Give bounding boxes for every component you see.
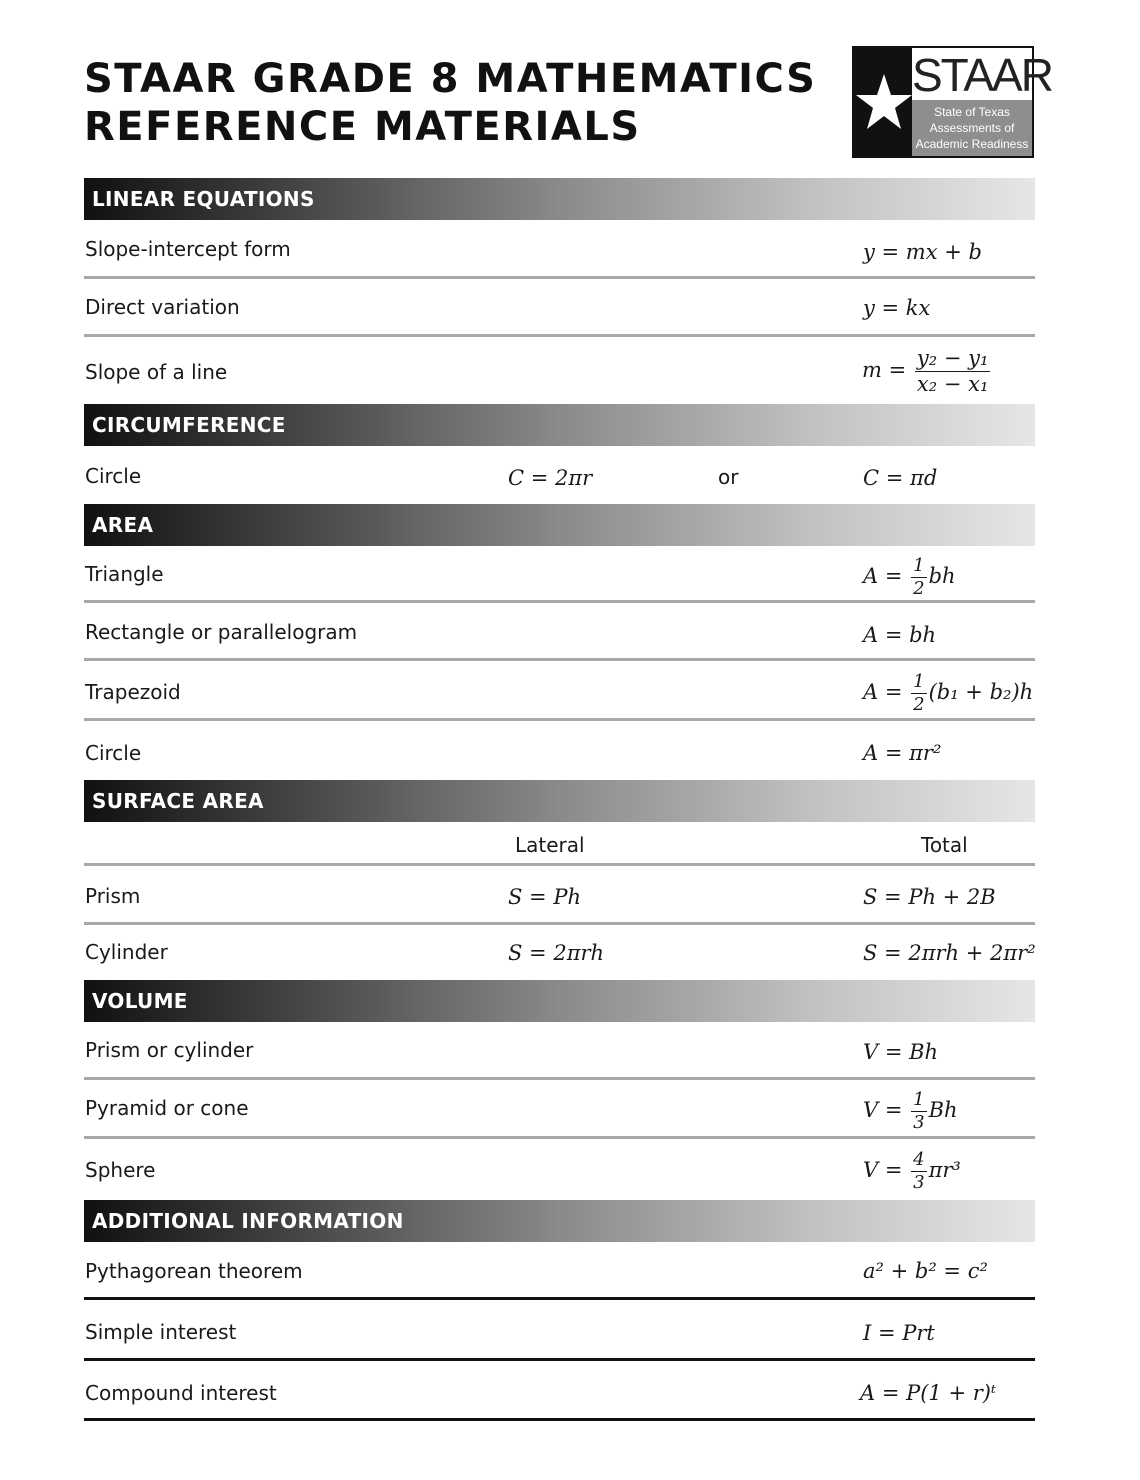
divider (84, 863, 1035, 866)
section-heading: LINEAR EQUATIONS (92, 187, 315, 211)
formula-prism-total: S = Ph + 2B (863, 885, 996, 909)
label-area-circle: Circle (85, 741, 142, 765)
divider (84, 600, 1035, 603)
divider (84, 276, 1035, 279)
label-slope: Slope of a line (85, 360, 228, 384)
label-prism-cylinder: Prism or cylinder (85, 1038, 254, 1062)
or-text: or (718, 465, 739, 489)
page-title: STAAR GRADE 8 MATHEMATICS (84, 56, 817, 102)
divider (84, 658, 1035, 661)
label-pyramid-cone: Pyramid or cone (85, 1096, 249, 1120)
formula-slope: m = $\frac{\text{y₂ − y₁}}{\text{x₂ − x₁}}$ (862, 346, 989, 396)
formula-pyramid-volume: V = $\frac{1}{3}$ Bh (863, 1089, 958, 1133)
label-prism: Prism (85, 884, 141, 908)
label-triangle: Triangle (85, 562, 164, 586)
fraction-four-thirds: $\frac{4}{3}$ (913, 1149, 925, 1193)
section-heading: AREA (92, 513, 154, 537)
section-heading: CIRCUMFERENCE (92, 413, 286, 437)
formula-sphere-volume: V = $\frac{4}{3}$ πr³ (863, 1149, 961, 1193)
formula-rectangle: A = bh (863, 623, 937, 647)
column-total: Total (921, 833, 968, 857)
slope-fraction: $\frac{\text{y₂ − y₁}}{\text{x₂ − x₁}}$ (916, 346, 989, 396)
section-linear-equations (84, 178, 1035, 220)
formula-cylinder-lateral: S = 2πrh (508, 941, 605, 965)
section-additional-information (84, 1200, 1035, 1242)
logo-subtitle: State of Texas Assessments of Academic Readiness (915, 105, 1029, 151)
formula-circumference-diameter: C = πd (863, 466, 938, 490)
label-simple-interest: Simple interest (85, 1320, 237, 1344)
logo-panel (912, 48, 1052, 156)
section-heading: VOLUME (92, 989, 188, 1013)
fraction-third: $\frac{1}{3}$ (913, 1089, 925, 1133)
divider (84, 718, 1035, 721)
divider (84, 922, 1035, 925)
page-subtitle: REFERENCE MATERIALS (84, 104, 641, 150)
divider (84, 1418, 1035, 1421)
section-heading: SURFACE AREA (92, 789, 264, 813)
section-area (84, 504, 1035, 546)
formula-triangle: A = $\frac{1}{2}$ bh (863, 555, 956, 599)
label-slope-intercept: Slope-intercept form (85, 237, 291, 261)
formula-direct-variation: y = kx (863, 296, 931, 320)
star-icon (856, 66, 912, 136)
divider (84, 1136, 1035, 1139)
section-circumference (84, 404, 1035, 446)
label-rectangle: Rectangle or parallelogram (85, 620, 358, 644)
formula-circumference-radius: C = 2πr (508, 466, 593, 490)
divider (84, 334, 1035, 337)
column-lateral: Lateral (515, 833, 585, 857)
fraction-half: $\frac{1}{2}$ (913, 555, 925, 599)
label-trapezoid: Trapezoid (85, 680, 181, 704)
staar-logo (852, 46, 1052, 158)
formula-pythagorean: a² + b² = c² (863, 1259, 988, 1283)
formula-simple-interest: I = Prt (863, 1321, 935, 1345)
label-compound-interest: Compound interest (85, 1381, 277, 1405)
label-circumference-circle: Circle (85, 464, 142, 488)
section-volume (84, 980, 1035, 1022)
section-heading: ADDITIONAL INFORMATION (92, 1209, 404, 1233)
section-surface-area (84, 780, 1035, 822)
label-sphere: Sphere (85, 1158, 156, 1182)
divider (84, 1358, 1035, 1361)
label-pythagorean: Pythagorean theorem (85, 1259, 303, 1283)
divider (84, 1077, 1035, 1080)
formula-trapezoid: A = $\frac{1}{2}$ (b₁ + b₂)h (863, 671, 1034, 715)
formula-slope-intercept: y = mx + b (863, 240, 982, 264)
formula-area-circle: A = πr² (863, 741, 942, 765)
fraction-half: $\frac{1}{2}$ (913, 671, 925, 715)
formula-prism-lateral: S = Ph (508, 885, 581, 909)
logo-word: STAAR (912, 49, 1052, 101)
label-cylinder: Cylinder (85, 940, 168, 964)
formula-cylinder-total: S = 2πrh + 2πr² (863, 941, 1036, 965)
formula-compound-interest: A = P(1 + r)ᵗ (860, 1381, 997, 1405)
divider (84, 1297, 1035, 1300)
formula-prism-volume: V = Bh (863, 1040, 939, 1064)
label-direct-variation: Direct variation (85, 295, 240, 319)
